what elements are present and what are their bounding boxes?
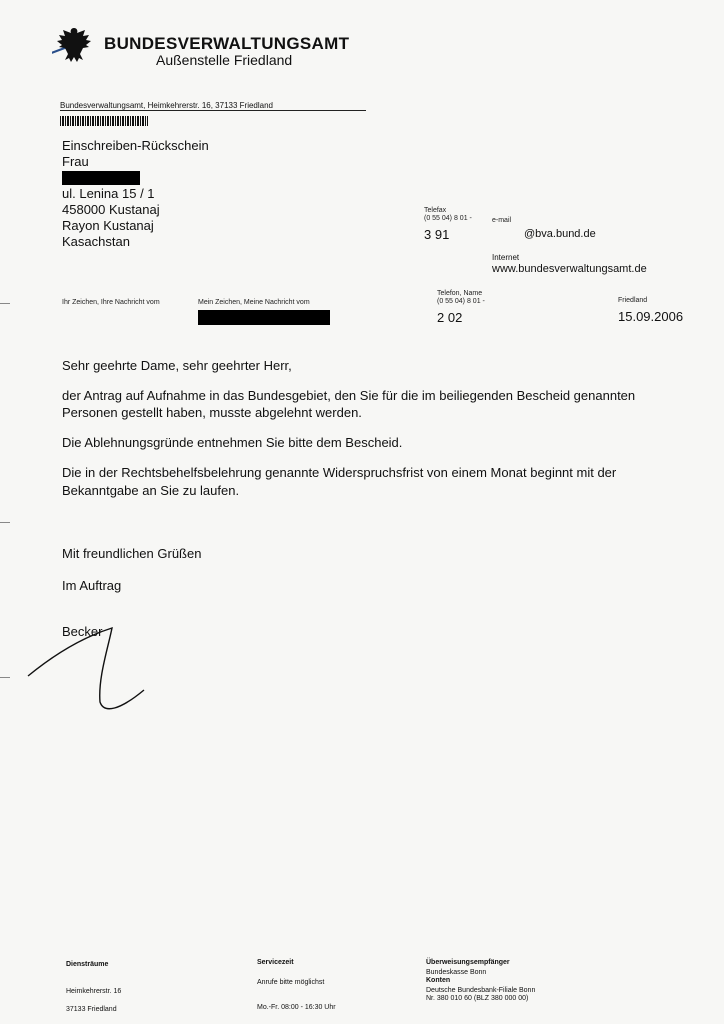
sender-underline: [60, 110, 366, 111]
signature: [20, 618, 160, 718]
recipient-postal-city: 458000 Kustanaj: [62, 202, 160, 217]
service-heading: Servicezeit: [257, 959, 294, 966]
email-domain: @bva.bund.de: [524, 228, 596, 240]
bank-recipient: Bundeskasse Bonn: [426, 969, 487, 976]
letter-date: 15.09.2006: [618, 309, 684, 324]
fax-extension: 3 91: [424, 227, 450, 242]
fold-mark-middle: [0, 522, 10, 523]
paragraph-2: Die Ablehnungsgründe entnehmen Sie bitte dem Bescheid.: [62, 435, 403, 450]
office-street: Heimkehrerstr. 16: [66, 988, 122, 995]
phone-extension: 2 02: [437, 310, 463, 325]
fax-prefix: (0 55 04) 8 01 -: [424, 215, 472, 222]
my-reference-label: Mein Zeichen, Meine Nachricht vom: [198, 299, 310, 306]
service-note: Anrufe bitte möglichst: [257, 979, 325, 986]
account-number: Nr. 380 010 60 (BLZ 380 000 00): [426, 995, 529, 1002]
bank-name: Deutsche Bundesbank-Filiale Bonn: [426, 987, 536, 994]
service-hours: Mo.-Fr. 08:00 - 16:30 Uhr: [257, 1004, 336, 1011]
internet-url: www.bundesverwaltungsamt.de: [492, 263, 647, 275]
paragraph-3-line-2: Bekanntgabe an Sie zu laufen.: [62, 483, 240, 498]
redacted-reference: [198, 310, 330, 325]
phone-prefix: (0 55 04) 8 01 -: [437, 298, 485, 305]
paragraph-1-line-2: Personen gestellt haben, musste abgelehnt werden.: [62, 405, 362, 420]
recipient-address: [62, 138, 209, 250]
on-behalf: Im Auftrag: [62, 578, 122, 593]
email-label: e-mail: [492, 217, 512, 224]
sender-address-line: Bundesverwaltungsamt, Heimkehrerstr. 16, 37133 Friedland: [60, 101, 273, 110]
branch-name: Außenstelle Friedland: [156, 52, 293, 68]
phone-label: Telefon, Name: [437, 290, 483, 297]
barcode: [60, 116, 148, 126]
paragraph-3-line-1: Die in der Rechtsbehelfsbelehrung genannte Widerspruchsfrist von einem Monat beginnt mit der: [62, 465, 617, 480]
closing: Mit freundlichen Grüßen: [62, 546, 202, 561]
recipient-title: Frau: [62, 154, 89, 169]
fold-mark-bottom: [0, 677, 10, 678]
office-heading: Diensträume: [66, 961, 109, 968]
recipient-street: ul. Lenina 15 / 1: [62, 186, 155, 201]
agency-name: BUNDESVERWALTUNGSAMT: [104, 34, 350, 53]
mail-type: Einschreiben-Rückschein: [62, 138, 209, 153]
place-label: Friedland: [618, 297, 648, 304]
your-reference-label: Ihr Zeichen, Ihre Nachricht vom: [62, 299, 160, 306]
recipient-country: Kasachstan: [62, 234, 130, 249]
internet-label: Internet: [492, 253, 520, 262]
paragraph-1-line-1: der Antrag auf Aufnahme in das Bundesgebiet, den Sie für die im beiliegenden Bescheid genannten: [62, 388, 636, 403]
fax-label: Telefax: [424, 207, 447, 214]
redacted-recipient-name: [62, 171, 140, 185]
fold-mark-top: [0, 303, 10, 304]
bank-heading: Überweisungsempfänger: [426, 959, 510, 966]
federal-eagle-logo: [52, 24, 96, 68]
recipient-region: Rayon Kustanaj: [62, 218, 154, 233]
office-city: 37133 Friedland: [66, 1006, 117, 1013]
letter-greeting: Sehr geehrte Dame, sehr geehrter Herr,: [62, 358, 292, 373]
signer-name: Becker: [62, 624, 103, 639]
accounts-heading: Konten: [426, 977, 451, 984]
